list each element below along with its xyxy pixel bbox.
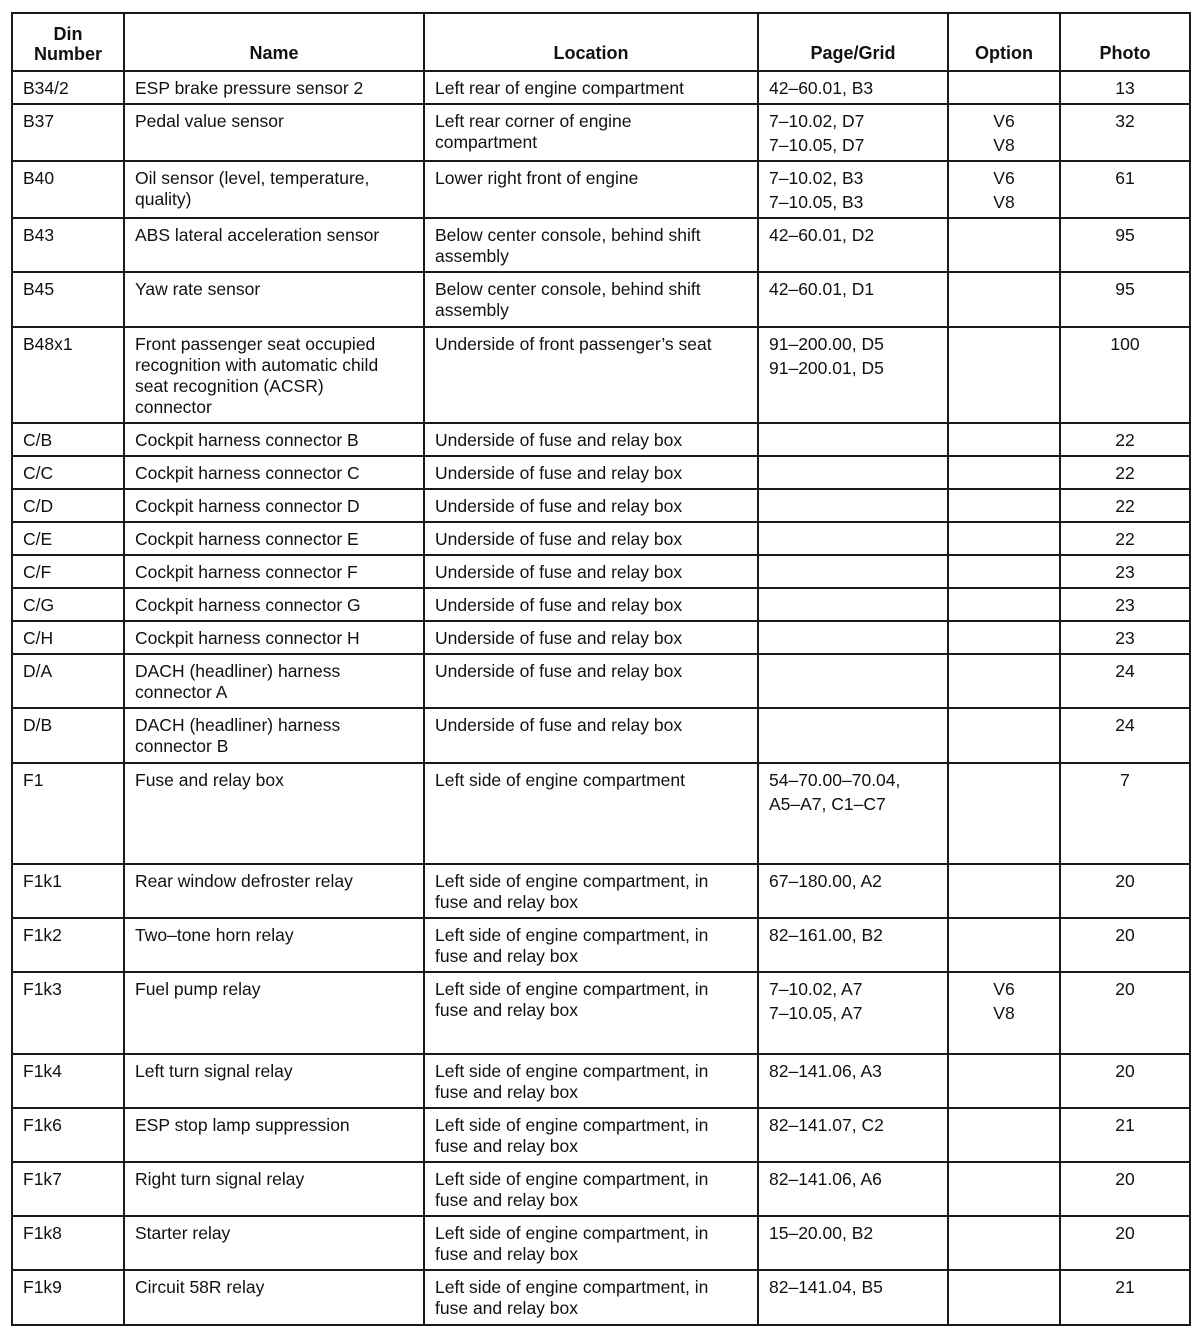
din-number-cell: C/C (12, 456, 124, 489)
name-cell (124, 1054, 424, 1108)
option-line: V8 (993, 192, 1015, 212)
name-cell (124, 588, 424, 621)
page-grid-cell (758, 1054, 948, 1108)
photo-cell: 20 (1060, 918, 1190, 972)
name-line: Left turn signal relay (135, 1061, 293, 1081)
table-row (12, 489, 1190, 522)
name-cell (124, 423, 424, 456)
name-line: Cockpit harness connector H (135, 628, 360, 648)
location-cell (424, 218, 758, 272)
table-row (12, 864, 1190, 918)
name-line: Cockpit harness connector B (135, 430, 359, 450)
location-cell (424, 1270, 758, 1325)
option-cell (948, 708, 1060, 763)
din-number-cell: B40 (12, 161, 124, 218)
photo-cell: 23 (1060, 555, 1190, 588)
location-line: Underside of fuse and relay box (435, 463, 683, 483)
table-row (12, 522, 1190, 555)
name-cell (124, 71, 424, 104)
table-row (12, 218, 1190, 272)
option-cell (948, 71, 1060, 104)
option-cell (948, 763, 1060, 864)
header-option: Option (948, 13, 1060, 71)
name-cell (124, 327, 424, 423)
page-grid-cell (758, 71, 948, 104)
page-grid-line: 15–20.00, B2 (769, 1223, 874, 1243)
page-grid-line: 7–10.02, D7 (769, 111, 865, 131)
option-cell (948, 972, 1060, 1054)
name-cell (124, 555, 424, 588)
name-line: Right turn signal relay (135, 1169, 305, 1189)
din-number-cell: F1k3 (12, 972, 124, 1054)
location-line: Left side of engine compartment, in (435, 1223, 709, 1243)
name-line: ABS lateral acceleration sensor (135, 225, 380, 245)
table-row (12, 972, 1190, 1054)
page-grid-cell (758, 588, 948, 621)
location-line: Left side of engine compartment, in (435, 1061, 709, 1081)
din-number-cell: C/F (12, 555, 124, 588)
table-row (12, 1270, 1190, 1325)
location-line: assembly (435, 300, 509, 320)
table-row (12, 423, 1190, 456)
name-line: Cockpit harness connector E (135, 529, 359, 549)
location-line: Underside of fuse and relay box (435, 628, 683, 648)
din-number-cell: F1k9 (12, 1270, 124, 1325)
name-line: Cockpit harness connector G (135, 595, 361, 615)
page-grid-cell (758, 522, 948, 555)
option-cell (948, 522, 1060, 555)
name-cell (124, 654, 424, 708)
photo-cell: 13 (1060, 71, 1190, 104)
page-grid-cell (758, 972, 948, 1054)
option-line: V6 (993, 168, 1015, 188)
name-cell (124, 918, 424, 972)
option-cell (948, 654, 1060, 708)
location-line: assembly (435, 246, 509, 266)
page-grid-cell (758, 1216, 948, 1270)
din-number-cell: C/G (12, 588, 124, 621)
name-cell (124, 489, 424, 522)
table-row (12, 918, 1190, 972)
header-row (12, 13, 1190, 71)
page-grid-line: 42–60.01, D2 (769, 225, 875, 245)
photo-cell: 7 (1060, 763, 1190, 864)
location-line: Underside of front passenger’s seat (435, 334, 712, 354)
page-grid-cell (758, 763, 948, 864)
location-line: fuse and relay box (435, 1298, 579, 1318)
page-grid-cell (758, 1108, 948, 1162)
din-number-cell: F1k2 (12, 918, 124, 972)
photo-cell: 20 (1060, 1216, 1190, 1270)
table-row (12, 456, 1190, 489)
table-row (12, 1216, 1190, 1270)
table-row (12, 104, 1190, 161)
name-line: Oil sensor (level, temperature, (135, 168, 370, 188)
page-grid-line: 82–161.00, B2 (769, 925, 883, 945)
location-line: Left rear corner of engine (435, 111, 632, 131)
name-line: DACH (headliner) harness (135, 661, 341, 681)
option-cell (948, 272, 1060, 327)
location-cell (424, 621, 758, 654)
header-location: Location (424, 13, 758, 71)
page-grid-line: 54–70.00–70.04, (769, 770, 901, 790)
name-line: DACH (headliner) harness (135, 715, 341, 735)
option-cell (948, 588, 1060, 621)
location-line: Left side of engine compartment, in (435, 979, 709, 999)
location-line: fuse and relay box (435, 892, 579, 912)
location-line: fuse and relay box (435, 1082, 579, 1102)
location-cell (424, 161, 758, 218)
din-number-cell: C/B (12, 423, 124, 456)
table-row (12, 654, 1190, 708)
name-cell (124, 161, 424, 218)
photo-cell: 95 (1060, 272, 1190, 327)
name-line: Fuse and relay box (135, 770, 284, 790)
photo-cell: 23 (1060, 621, 1190, 654)
table-row (12, 708, 1190, 763)
location-line: Underside of fuse and relay box (435, 496, 683, 516)
page-grid-line: 82–141.07, C2 (769, 1115, 884, 1135)
page-grid-cell (758, 272, 948, 327)
option-line: V6 (993, 111, 1015, 131)
photo-cell: 21 (1060, 1108, 1190, 1162)
din-number-cell: C/H (12, 621, 124, 654)
table-row (12, 161, 1190, 218)
name-line: Starter relay (135, 1223, 231, 1243)
option-cell (948, 1216, 1060, 1270)
page-grid-cell (758, 423, 948, 456)
name-cell (124, 104, 424, 161)
location-line: compartment (435, 132, 538, 152)
location-cell (424, 654, 758, 708)
option-cell (948, 456, 1060, 489)
name-line: Cockpit harness connector D (135, 496, 360, 516)
page-grid-line: 7–10.02, A7 (769, 979, 863, 999)
name-line: recognition with automatic child (135, 355, 379, 375)
location-line: Underside of fuse and relay box (435, 529, 683, 549)
location-line: fuse and relay box (435, 946, 579, 966)
location-cell (424, 972, 758, 1054)
name-line: Rear window defroster relay (135, 871, 353, 891)
table-row (12, 1054, 1190, 1108)
table-row (12, 327, 1190, 423)
location-cell (424, 763, 758, 864)
name-line: seat recognition (ACSR) (135, 376, 324, 396)
location-cell (424, 1108, 758, 1162)
name-cell (124, 1270, 424, 1325)
din-number-cell: B37 (12, 104, 124, 161)
name-cell (124, 1216, 424, 1270)
table-row (12, 272, 1190, 327)
name-cell (124, 272, 424, 327)
option-cell (948, 327, 1060, 423)
name-cell (124, 708, 424, 763)
header-din-line2: Number (33, 44, 102, 64)
location-line: Below center console, behind shift (435, 225, 701, 245)
name-cell (124, 763, 424, 864)
din-number-cell: B43 (12, 218, 124, 272)
location-cell (424, 588, 758, 621)
name-cell (124, 972, 424, 1054)
location-line: Below center console, behind shift (435, 279, 701, 299)
photo-cell: 20 (1060, 1162, 1190, 1216)
din-number-cell: D/A (12, 654, 124, 708)
option-cell (948, 161, 1060, 218)
location-line: Underside of fuse and relay box (435, 715, 683, 735)
location-line: fuse and relay box (435, 1190, 579, 1210)
table-row (12, 621, 1190, 654)
din-number-cell: F1k6 (12, 1108, 124, 1162)
location-cell (424, 522, 758, 555)
page-grid-cell (758, 218, 948, 272)
location-cell (424, 1054, 758, 1108)
photo-cell: 20 (1060, 972, 1190, 1054)
option-cell (948, 918, 1060, 972)
table-row (12, 588, 1190, 621)
option-cell (948, 423, 1060, 456)
page-grid-cell (758, 1162, 948, 1216)
location-line: Left rear of engine compartment (435, 78, 685, 98)
photo-cell: 21 (1060, 1270, 1190, 1325)
page-grid-line: 91–200.01, D5 (769, 358, 884, 378)
location-cell (424, 1162, 758, 1216)
din-number-cell: F1k4 (12, 1054, 124, 1108)
page-grid-line: 67–180.00, A2 (769, 871, 882, 891)
location-cell (424, 272, 758, 327)
page-grid-cell (758, 161, 948, 218)
photo-cell: 22 (1060, 489, 1190, 522)
page-grid-line: 91–200.00, D5 (769, 334, 884, 354)
name-line: Yaw rate sensor (135, 279, 261, 299)
name-line: Fuel pump relay (135, 979, 261, 999)
page-grid-line: 82–141.04, B5 (769, 1277, 883, 1297)
table-row (12, 763, 1190, 864)
page-grid-line: 7–10.02, B3 (769, 168, 864, 188)
option-cell (948, 555, 1060, 588)
din-number-cell: C/E (12, 522, 124, 555)
location-line: Left side of engine compartment, in (435, 1277, 709, 1297)
location-line: Underside of fuse and relay box (435, 595, 683, 615)
name-line: ESP brake pressure sensor 2 (135, 78, 364, 98)
photo-cell: 32 (1060, 104, 1190, 161)
location-line: Left side of engine compartment, in (435, 871, 709, 891)
location-line: Left side of engine compartment (435, 770, 686, 790)
name-line: Cockpit harness connector C (135, 463, 360, 483)
option-cell (948, 1108, 1060, 1162)
component-location-table (11, 12, 1191, 1326)
name-line: Pedal value sensor (135, 111, 284, 131)
name-cell (124, 522, 424, 555)
photo-cell: 22 (1060, 456, 1190, 489)
din-number-cell: F1k8 (12, 1216, 124, 1270)
option-line: V6 (993, 979, 1015, 999)
location-cell (424, 489, 758, 522)
name-cell (124, 218, 424, 272)
name-line: Circuit 58R relay (135, 1277, 265, 1297)
photo-cell: 22 (1060, 522, 1190, 555)
din-number-cell: B48x1 (12, 327, 124, 423)
din-number-cell: B34/2 (12, 71, 124, 104)
name-line: Cockpit harness connector F (135, 562, 358, 582)
page-grid-line: 42–60.01, D1 (769, 279, 875, 299)
din-number-cell: B45 (12, 272, 124, 327)
header-din-line1: Din (53, 24, 83, 44)
din-number-cell: F1k7 (12, 1162, 124, 1216)
table-body (12, 71, 1190, 1325)
page-grid-cell (758, 654, 948, 708)
table-row (12, 1162, 1190, 1216)
location-cell (424, 423, 758, 456)
photo-cell: 100 (1060, 327, 1190, 423)
option-cell (948, 1270, 1060, 1325)
location-line: Left side of engine compartment, in (435, 925, 709, 945)
page-grid-cell (758, 104, 948, 161)
option-cell (948, 1162, 1060, 1216)
page-grid-cell (758, 708, 948, 763)
page-grid-cell (758, 456, 948, 489)
header-din-number (12, 13, 124, 71)
location-line: Left side of engine compartment, in (435, 1169, 709, 1189)
name-line: connector (135, 397, 212, 417)
page-grid-cell (758, 489, 948, 522)
din-number-cell: D/B (12, 708, 124, 763)
page-grid-cell (758, 864, 948, 918)
name-line: connector A (135, 682, 228, 702)
page-grid-line: 42–60.01, B3 (769, 78, 874, 98)
photo-cell: 20 (1060, 1054, 1190, 1108)
option-cell (948, 218, 1060, 272)
location-cell (424, 555, 758, 588)
location-line: Lower right front of engine (435, 168, 639, 188)
option-cell (948, 864, 1060, 918)
name-cell (124, 621, 424, 654)
option-line: V8 (993, 135, 1015, 155)
name-line: Front passenger seat occupied (135, 334, 376, 354)
name-line: ESP stop lamp suppression (135, 1115, 350, 1135)
header-page-grid: Page/Grid (758, 13, 948, 71)
option-cell (948, 104, 1060, 161)
page-grid-cell (758, 621, 948, 654)
table-row (12, 1108, 1190, 1162)
page-grid-line: 7–10.05, D7 (769, 135, 865, 155)
header-name: Name (124, 13, 424, 71)
page-grid-cell (758, 555, 948, 588)
header-photo: Photo (1060, 13, 1190, 71)
name-cell (124, 864, 424, 918)
photo-cell: 23 (1060, 588, 1190, 621)
name-cell (124, 1162, 424, 1216)
location-line: Underside of fuse and relay box (435, 562, 683, 582)
option-cell (948, 489, 1060, 522)
location-cell (424, 71, 758, 104)
page-grid-line: 7–10.05, B3 (769, 192, 864, 212)
option-cell (948, 621, 1060, 654)
page-grid-line: 82–141.06, A3 (769, 1061, 882, 1081)
name-cell (124, 456, 424, 489)
location-cell (424, 104, 758, 161)
location-cell (424, 1216, 758, 1270)
page-grid-cell (758, 327, 948, 423)
name-line: Two–tone horn relay (135, 925, 294, 945)
location-cell (424, 918, 758, 972)
location-line: fuse and relay box (435, 1136, 579, 1156)
location-cell (424, 327, 758, 423)
location-cell (424, 864, 758, 918)
table-row (12, 71, 1190, 104)
location-cell (424, 708, 758, 763)
location-line: fuse and relay box (435, 1244, 579, 1264)
page-grid-line: 7–10.05, A7 (769, 1003, 863, 1023)
page-grid-cell (758, 918, 948, 972)
din-number-cell: F1 (12, 763, 124, 864)
name-line: quality) (135, 189, 192, 209)
photo-cell: 61 (1060, 161, 1190, 218)
table-row (12, 555, 1190, 588)
option-cell (948, 1054, 1060, 1108)
location-line: fuse and relay box (435, 1000, 579, 1020)
name-line: connector B (135, 736, 229, 756)
location-line: Left side of engine compartment, in (435, 1115, 709, 1135)
page-grid-line: 82–141.06, A6 (769, 1169, 882, 1189)
photo-cell: 24 (1060, 708, 1190, 763)
din-number-cell: F1k1 (12, 864, 124, 918)
photo-cell: 20 (1060, 864, 1190, 918)
location-line: Underside of fuse and relay box (435, 430, 683, 450)
din-number-cell: C/D (12, 489, 124, 522)
page-grid-line: A5–A7, C1–C7 (769, 794, 886, 814)
location-cell (424, 456, 758, 489)
photo-cell: 95 (1060, 218, 1190, 272)
photo-cell: 22 (1060, 423, 1190, 456)
option-line: V8 (993, 1003, 1015, 1023)
photo-cell: 24 (1060, 654, 1190, 708)
name-cell (124, 1108, 424, 1162)
page-grid-cell (758, 1270, 948, 1325)
location-line: Underside of fuse and relay box (435, 661, 683, 681)
